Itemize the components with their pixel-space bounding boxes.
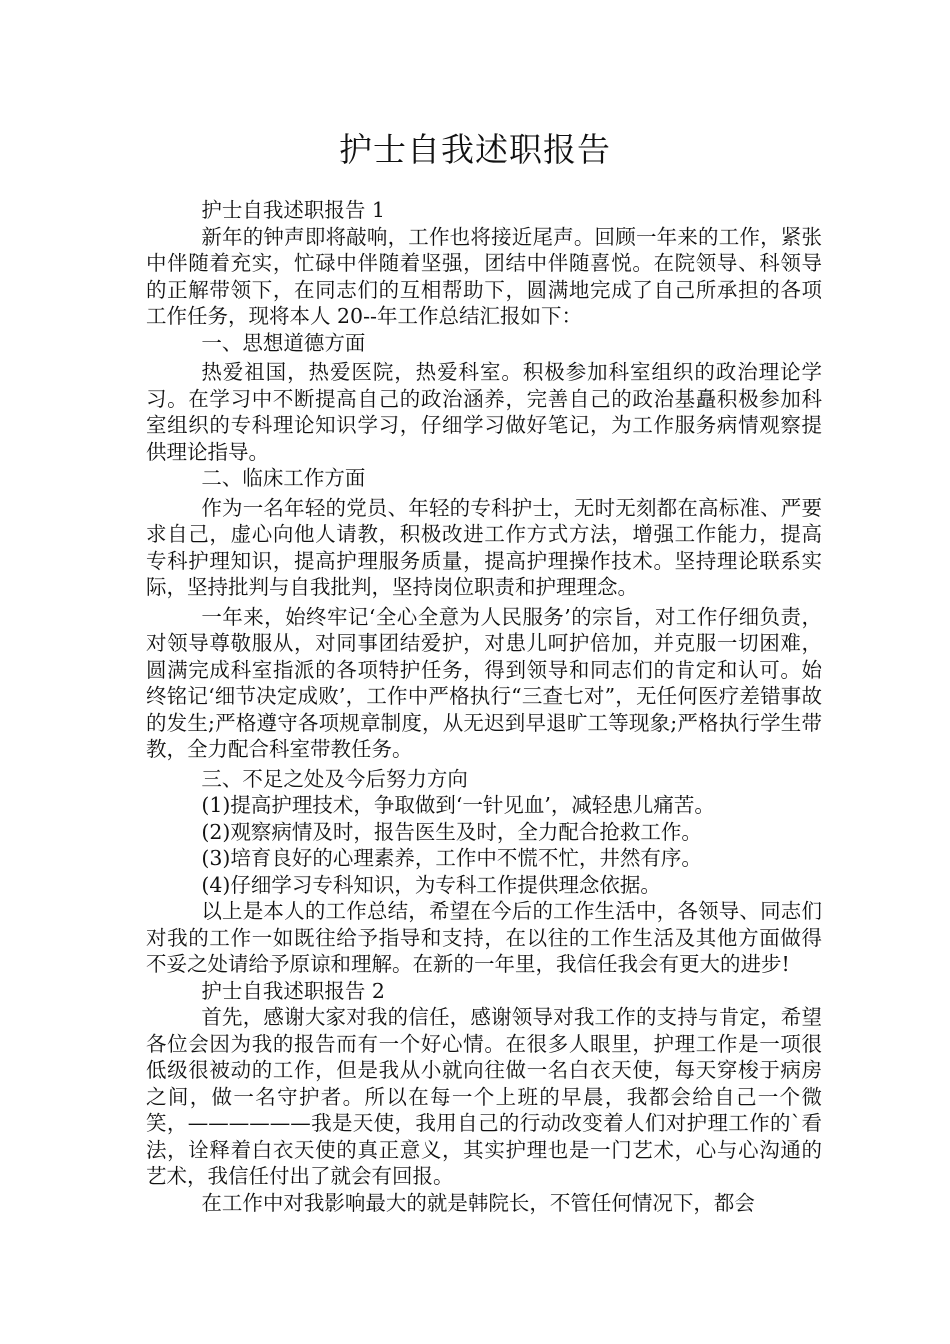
- paragraph-intro: 新年的钟声即将敲响，工作也将接近尾声。回顾一年来的工作，紧张中伴随着充实，忙碌中伴随着坚强，团结中伴随喜悦。在院领导、科领导的正解带领下，在同志们的互相帮助下，圆满地完成了自己所承担的各项工作任务，现将本人 20--年工作总结汇报如下：: [146, 224, 822, 328]
- paragraph-influence: 在工作中对我影响最大的就是韩院长，不管任何情况下，都会: [201, 1190, 755, 1215]
- section-heading-report-2: 护士自我述职报告 2: [201, 978, 385, 1003]
- document-body: [146, 197, 822, 1216]
- paragraph-summary: 以上是本人的工作总结，希望在今后的工作生活中，各领导、同志们对我的工作一如既往给予指导和支持，在以往的工作生活及其他方面做得不妥之处请给予原谅和理解。在新的一年里，我信任我会有更大的进步!: [146, 899, 822, 976]
- list-item-2: (2)观察病情及时，报告医生及时，全力配合抢救工作。: [201, 819, 702, 844]
- section-heading-clinical: 二、临床工作方面: [201, 466, 366, 490]
- section-heading-report-1: 护士自我述职报告 1: [201, 198, 385, 222]
- list-item-1: (1)提高护理技术，争取做到‘一针见血’，减轻患儿痛苦。: [201, 793, 715, 817]
- paragraph-clinical: 作为一名年轻的党员、年轻的专科护士，无时无刻都在高标准、严要求自己，虚心向他人请教，积极改进工作方式方法，增强工作能力，提高专科护理知识，提高护理服务质量，提高护理操作技术。坚持理论联系实际，坚持批判与自我批判，坚持岗位职责和护理理念。: [146, 495, 822, 599]
- paragraph-gratitude: 首先，感谢大家对我的信任，感谢领导对我工作的支持与肯定，希望各位会因为我的报告而有一个好心情。在很多人眼里，护理工作是一项很低级很被动的工作，但是我从小就向往做一名白衣天使，每天穿梭于病房之间，做一名守护者。所以在每一个上班的早晨，我都会给自己一个微笑，——————我是天使，我用自己的行动改变着人们对护理工作的`看法，诠释着白衣天使的真正意义，其实护理也是一门艺术，心与心沟通的艺术，我信任付出了就会有回报。: [146, 1005, 822, 1188]
- section-heading-improvement: 三、不足之处及今后努力方向: [201, 766, 468, 791]
- list-item-4: (4)仔细学习专科知识，为专科工作提供理念依据。: [201, 872, 661, 897]
- paragraph-year-review: 一年来，始终牢记‘全心全意为人民服务’的宗旨，对工作仔细负责，对领导尊敬服从，对同事团结爱护，对患儿呵护倍加，并克服一切困难，圆满完成科室指派的各项特护任务，得到领导和同志们的肯定和认可。始终铭记‘细节决定成败’，工作中严格执行“三查七对”，无任何医疗差错事故的发生;严格遵守各项规章制度，从无迟到早退旷工等现象;严格执行学生带教，全力配合科室带教任务。: [146, 604, 822, 761]
- paragraph-ideology: 热爱祖国，热爱医院，热爱科室。积极参加科室组织的政治理论学习。在学习中不断提高自己的政治涵养，完善自己的政治基矗积极参加科室组织的专科理论知识学习，仔细学习做好笔记，为工作服务病情观察提供理论指导。: [146, 360, 822, 464]
- document-title: 护士自我述职报告: [339, 130, 611, 169]
- section-heading-ideology: 一、思想道德方面: [201, 330, 366, 355]
- list-item-3: (3)培育良好的心理素养，工作中不慌不忙，井然有序。: [201, 846, 702, 870]
